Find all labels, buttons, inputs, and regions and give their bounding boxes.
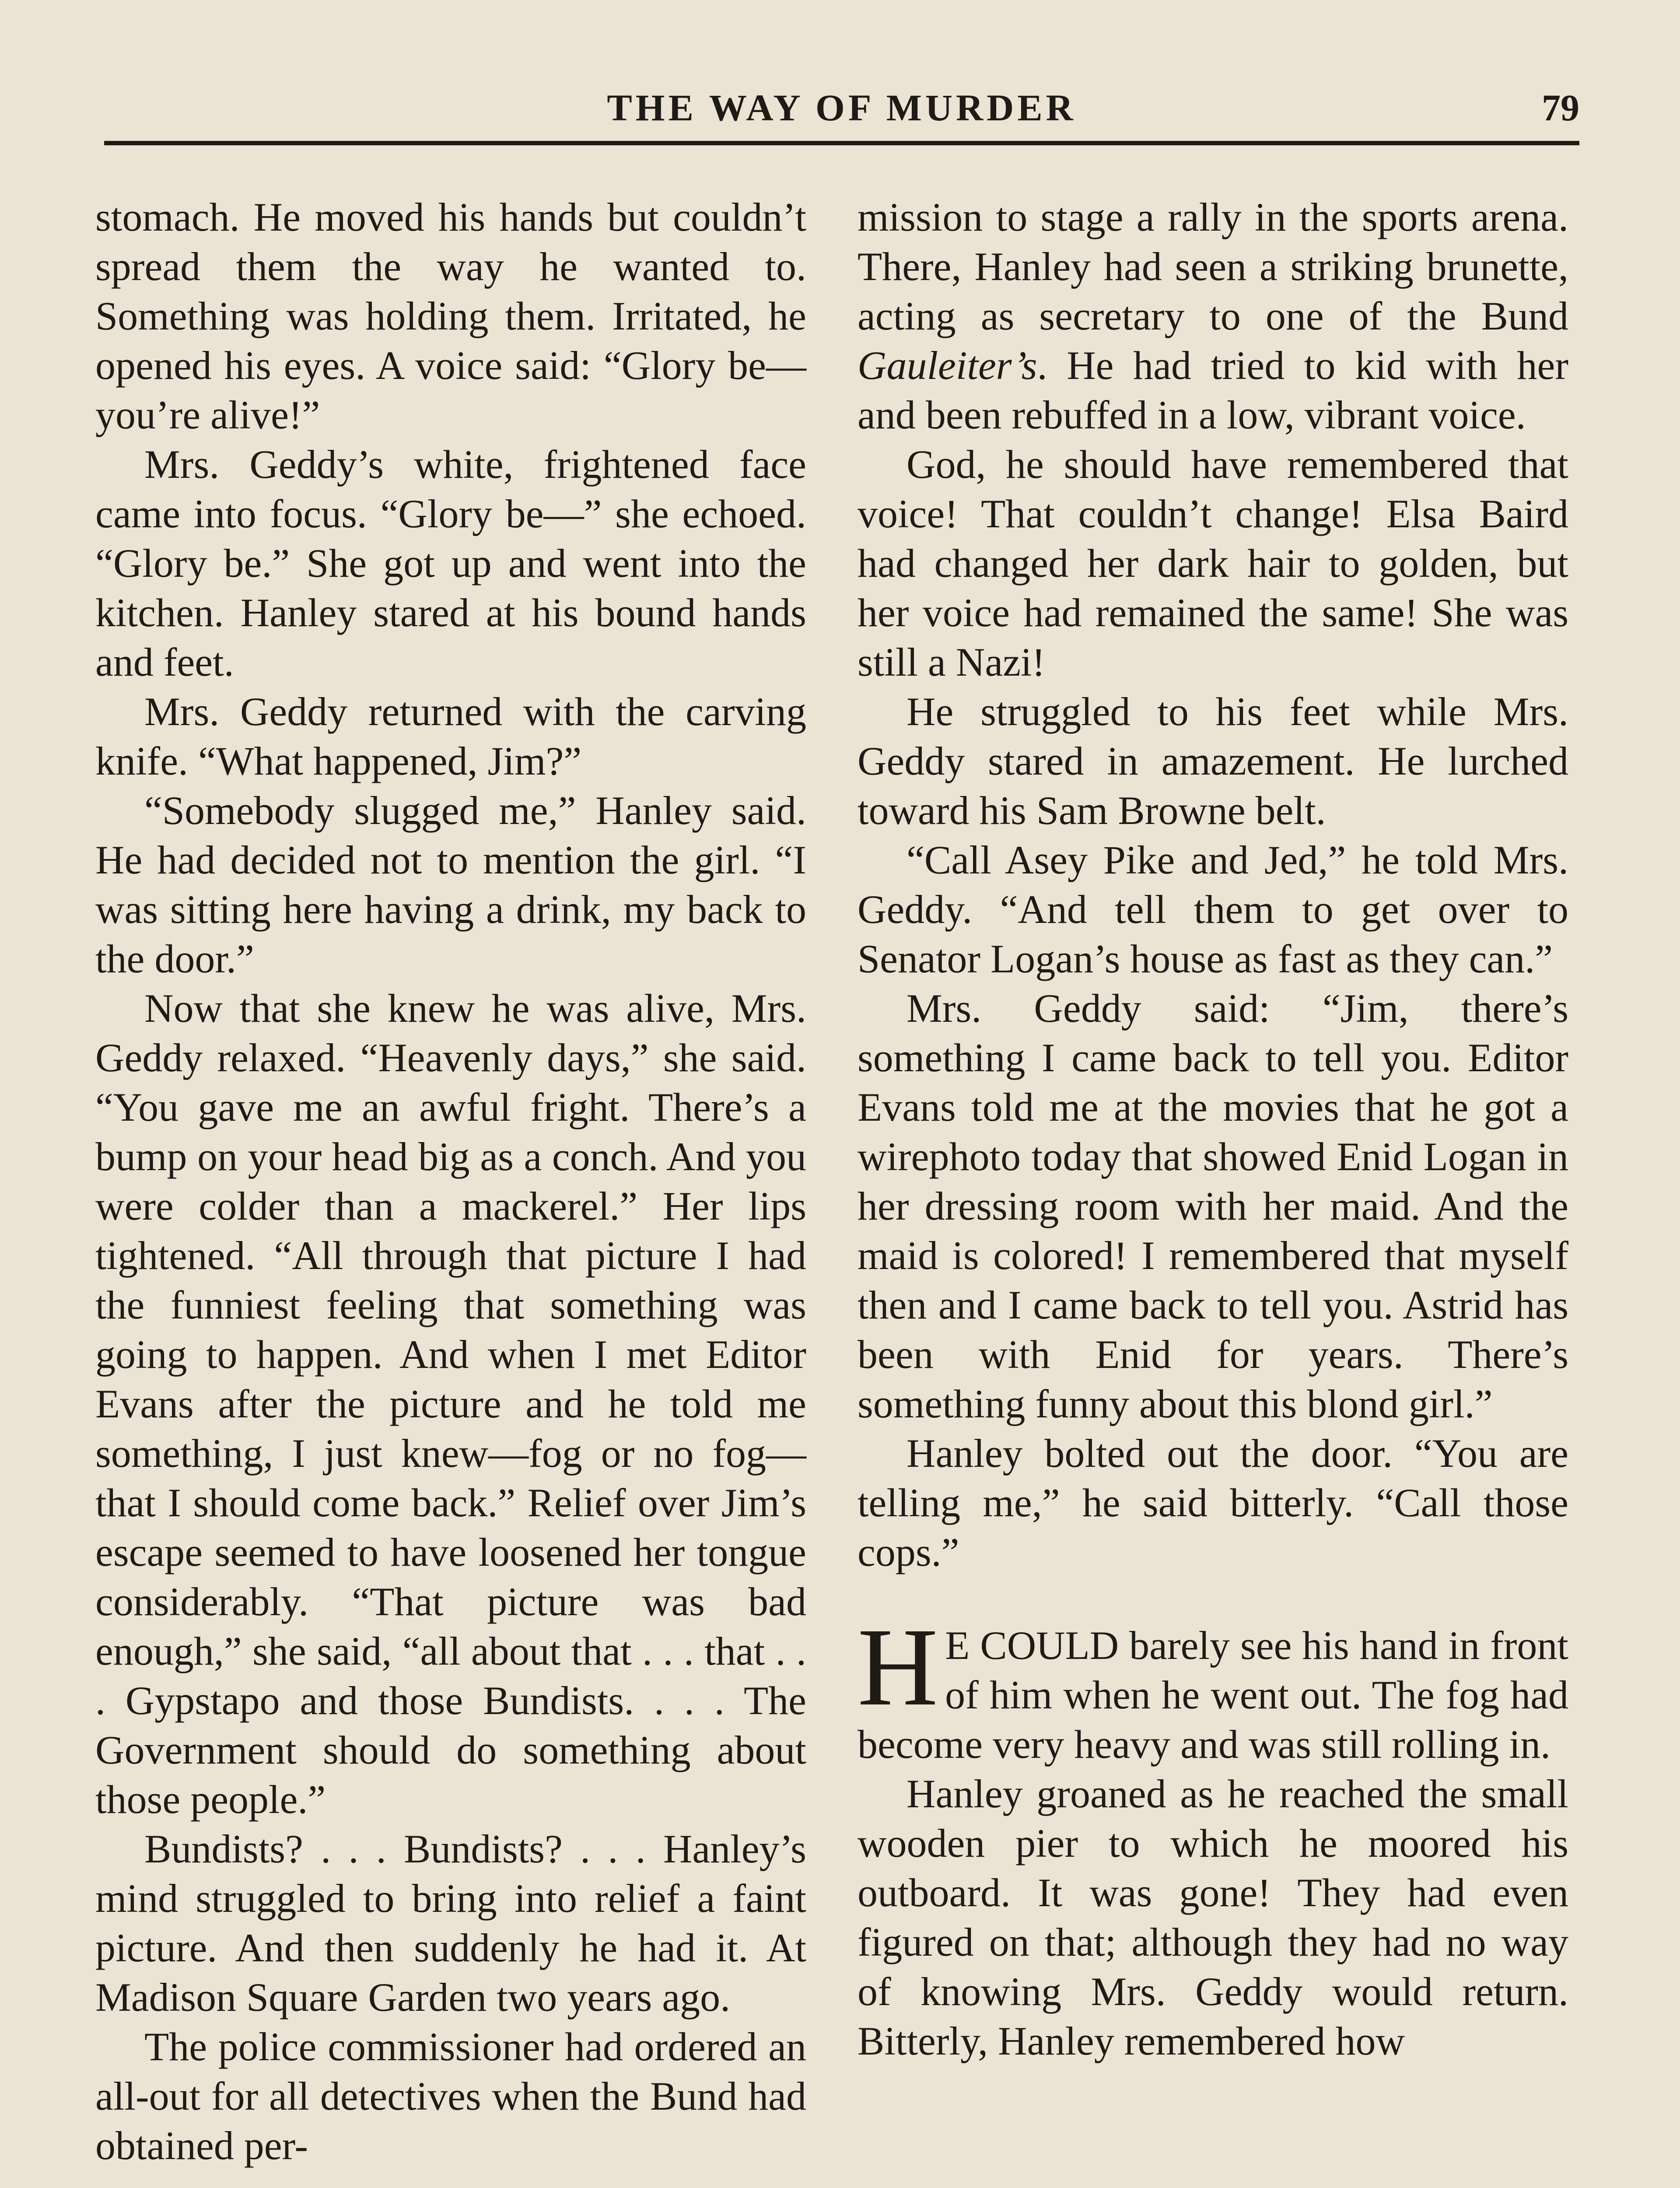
paragraph: Mrs. Geddy said: “Jim, there’s something I came back to tell you. Editor Evans told me at the movies that he got a wirephoto today that showed Enid Logan in her dressing room with her maid. And the maid is colored! I remembered that myself then and I came back to tell you. Astrid has been with Enid for years. There’s something funny about this blond girl.” xyxy=(858,986,1568,1426)
paragraph: Now that she knew he was alive, Mrs. Geddy relaxed. “Heavenly days,” she said. “You gave me an awful fright. There’s a bump on your head big as a conch. And you were colder than a mackerel.” Her lips tightened. “All through that picture I had the funniest feeling that something was going to happen. And when I met Editor Evans after the picture and he told me something, I just knew—fog or no fog—that I should come back.” Relief over Jim’s escape seemed to have loosened her tongue considerably. “That picture was bad enough,” she said, “all about that . . . that . . . Gypstapo and those Bundists. . . . The Government should do something about those people.” xyxy=(95,986,806,1822)
paragraph: God, he should have remembered that voice! That couldn’t change! Elsa Baird had changed her dark hair to golden, but her voice had remained the same! She was still a Nazi! xyxy=(858,442,1568,684)
section-opening-paragraph xyxy=(858,1606,1568,1769)
page-header xyxy=(104,81,1579,129)
italic-term: Gauleiter’s xyxy=(858,343,1037,388)
running-head: THE WAY OF MURDER xyxy=(607,87,1077,129)
section-opening-text: E COULD barely see his hand in front of him when he went out. The fog had become very heavy and was still rolling in. xyxy=(858,1623,1568,1767)
paragraph: Mrs. Geddy returned with the carving knife. “What happened, Jim?” xyxy=(95,689,806,783)
paragraph: Bundists? . . . Bundists? . . . Hanley’s mind struggled to bring into relief a faint picture. And then suddenly he had it. At Madison Square Garden two years ago. xyxy=(95,1827,806,2020)
paragraph: The police commissioner had ordered an all-out for all detectives when the Bund had obtained per- xyxy=(95,2024,806,2168)
drop-cap: H xyxy=(858,1606,938,1729)
paragraph: Mrs. Geddy’s white, frightened face came into focus. “Glory be—” she echoed. “Glory be.” She got up and went into the kitchen. Hanley stared at his bound hands and feet. xyxy=(95,442,806,684)
paragraph: He struggled to his feet while Mrs. Geddy stared in amazement. He lurched toward his Sam Browne belt. xyxy=(858,689,1568,833)
left-column xyxy=(95,193,806,2170)
paragraph: Hanley groaned as he reached the small wooden pier to which he moored his outboard. It was gone! They had even figured on that; although they had no way of knowing Mrs. Geddy would return. Bitterly, Hanley remembered how xyxy=(858,1771,1568,2063)
page-number: 79 xyxy=(1542,87,1579,129)
right-column xyxy=(858,193,1568,2066)
paragraph: “Call Asey Pike and Jed,” he told Mrs. Geddy. “And tell them to get over to Senator Logan’s house as fast as they can.” xyxy=(858,838,1568,981)
paragraph: stomach. He moved his hands but couldn’t spread them the way he wanted to. Something was holding them. Irritated, he opened his eyes. A voice said: “Glory be—you’re alive!” xyxy=(95,195,806,437)
paragraph: Hanley bolted out the door. “You are telling me,” he said bitterly. “Call those cops.” xyxy=(858,1431,1568,1574)
header-rule xyxy=(104,141,1579,145)
paragraph: mission to stage a rally in the sports arena. There, Hanley had seen a striking brunette, acting as secretary to one of the Bund Gauleiter’s. He had tried to kid with her and been rebuffed in a low, vibrant voice. xyxy=(858,195,1568,437)
paragraph: “Somebody slugged me,” Hanley said. He had decided not to mention the girl. “I was sitting here having a drink, my back to the door.” xyxy=(95,788,806,981)
